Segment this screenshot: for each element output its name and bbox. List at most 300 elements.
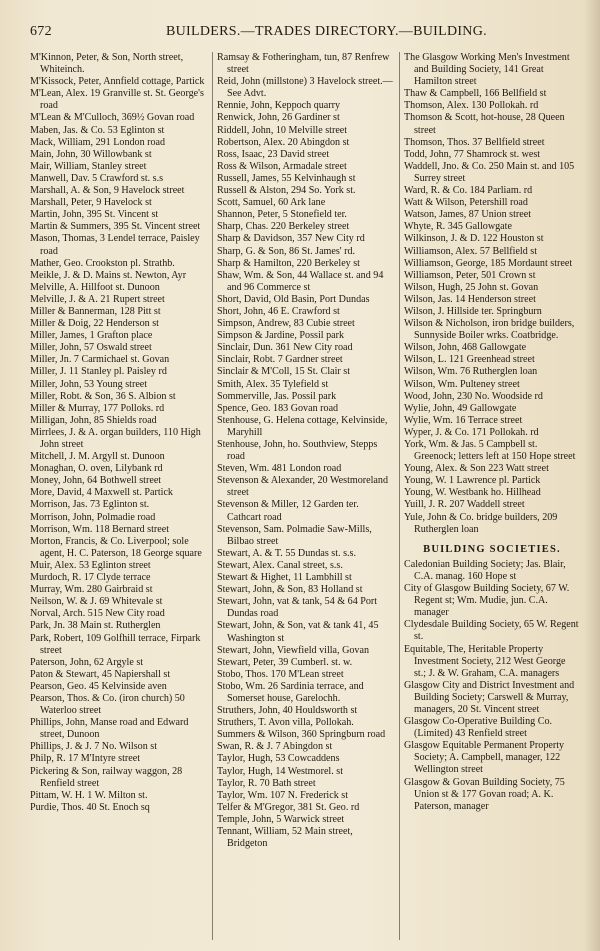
entry-text: Rennie, John, Keppoch quarry [217,100,341,112]
page-header [30,24,578,44]
directory-entry [404,209,580,221]
entry-text: Yule, John & Co. bridge builders, 209 Rutherglen loan [404,511,558,535]
directory-entry [30,88,208,112]
entry-text: Stevenson, Sam. Polmadie Saw-Mills, Bilbao street [217,523,372,547]
directory-entry [217,185,395,197]
entry-text: Stevenson & Miller, 12 Garden ter. Cathcart road [217,499,359,523]
directory-entry [30,633,208,657]
column-1 [30,52,208,940]
entry-text: Sinclair & M'Coll, 15 St. Clair st [217,366,351,378]
directory-entry [217,294,395,306]
directory-entry [30,318,208,330]
directory-entry [217,584,395,596]
directory-entry [404,233,580,245]
entry-text: Phillips, John, Manse road and Edward street, Dunoon [30,717,189,741]
directory-entry [217,572,395,584]
directory-entry [217,681,395,705]
directory-entry [30,112,208,124]
entry-text: Whyte, R. 345 Gallowgate [404,221,512,233]
directory-entry [404,463,580,475]
directory-entry [217,753,395,765]
directory-entry [217,233,395,245]
directory-entry [30,258,208,270]
directory-entry [30,427,208,451]
directory-entry [30,391,208,403]
column-3 [404,52,580,940]
directory-entry [30,161,208,173]
directory-entry [30,657,208,669]
directory-entry [30,524,208,536]
entry-text: Melville, A. Hillfoot st. Dunoon [30,281,160,293]
directory-entry [217,548,395,560]
directory-entry [404,559,580,583]
entry-text: Tennant, William, 52 Main street, Bridgeton [217,826,353,850]
entry-text: Struthers, John, 40 Houldsworth st [217,705,358,717]
entry-text: Sommerville, Jas. Possil park [217,390,337,402]
directory-entry [217,524,395,548]
directory-entry [217,705,395,717]
directory-entry [404,306,580,318]
directory-entry [30,451,208,463]
entry-text: Pearson, Geo. 45 Kelvinside aven [30,680,167,692]
entry-text: Wilson, Wm. Pulteney street [404,378,520,390]
entry-text: Shannon, Peter, 5 Stonefield ter. [217,209,347,221]
entry-text: Purdie, Thos. 40 St. Enoch sq [30,801,150,813]
entry-text: Equitable, The, Heritable Property Investment Society, 212 West George st.; J. & W. Graham, C.A. managers [404,643,566,679]
entry-text: Young, W. 1 Lawrence pl. Partick [404,475,541,487]
directory-entry [217,258,395,270]
entry-text: Miller, Jn. 7 Carmichael st. Govan [30,354,170,366]
entry-text: Murray, Wm. 280 Gairbraid st [30,584,153,596]
entry-text: Thomson, Alex. 130 Pollokah. rd [404,100,539,112]
entry-text: Wilson, Wm. 76 Rutherglen loan [404,366,538,378]
section-title-building-societies: BUILDING SOCIETIES. [423,543,561,555]
entry-text: Stevenson & Alexander, 20 Westmoreland street [217,475,388,499]
entry-text: Norval, Arch. 515 New City road [30,608,165,620]
directory-entry [217,439,395,463]
directory-entry [404,258,580,270]
entry-text: Wylie, Wm. 16 Terrace street [404,414,523,426]
directory-entry [217,778,395,790]
entry-text: Wilson, Jas. 14 Henderson street [404,293,536,305]
directory-entry [404,342,580,354]
entry-text: Milligan, John, 85 Shields road [30,414,157,426]
directory-entry [217,125,395,137]
column-2 [217,52,395,940]
directory-entry [404,680,580,716]
directory-entry [404,149,580,161]
entry-text: Wilson, L. 121 Greenhead street [404,354,535,366]
entry-text: Ramsay & Fotheringham, tun, 87 Renfrew street [217,52,390,76]
entry-text: Stewart, A. & T. 55 Dundas st. s.s. [217,547,356,559]
entry-text: Philp, R. 17 M'Intyre street [30,753,141,765]
directory-entry [217,741,395,753]
directory-entry [217,717,395,729]
entry-text: Morrison, Jas. 73 Eglinton st. [30,499,150,511]
directory-entry [30,596,208,608]
entry-text: City of Glasgow Building Society, 67 W. Regent st; Wm. Mudie, jun. C.A. manager [404,583,570,619]
directory-entry [404,354,580,366]
entry-text: Neilson, W. & J. 69 Whitevale st [30,596,163,608]
directory-entry [30,766,208,790]
entry-text: Monaghan, O. oven, Lilybank rd [30,463,163,475]
directory-entry [404,379,580,391]
directory-entry [217,790,395,802]
entry-text: Mather, Geo. Crookston pl. Strathb. [30,257,175,269]
entry-text: Young, W. Westbank ho. Hillhead [404,487,541,499]
entry-text: Williamson, Peter, 501 Crown st [404,269,536,281]
directory-entry [404,475,580,487]
entry-text: Marshall, Peter, 9 Havelock st [30,197,152,209]
directory-entry [30,173,208,185]
entry-text: Martin, John, 395 St. Vincent st [30,209,159,221]
directory-entry [30,608,208,620]
entry-text: Miller, John, 57 Oswald street [30,342,152,354]
entry-text: Taylor, Wm. 107 N. Frederick st [217,789,349,801]
entry-text: Telfer & M'Gregor, 381 St. Geo. rd [217,801,360,813]
directory-entry [217,366,395,378]
entry-text: Mitchell, J. M. Argyll st. Dunoon [30,451,165,463]
directory-entry [30,282,208,294]
entry-text: Mack, William, 291 London road [30,136,166,148]
directory-entry [217,499,395,523]
directory-entry [30,294,208,306]
directory-entry [30,270,208,282]
directory-entry [217,161,395,173]
directory-entry [217,306,395,318]
directory-entry [404,221,580,233]
directory-entry [217,620,395,644]
entry-text: Taylor, Hugh, 14 Westmorel. st [217,765,344,777]
directory-entry [30,149,208,161]
column-divider [399,52,400,940]
entry-text: Pearson, Thos. & Co. (iron church) 50 Waterloo street [30,692,185,717]
directory-entry [404,619,580,643]
entry-text: Morton, Francis, & Co. Liverpool; sole agent, H. C. Paterson, 18 George square [30,535,202,559]
entry-text: Taylor, R. 70 Bath street [217,777,316,789]
directory-entry [30,584,208,596]
entry-text: Young, Alex. & Son 223 Watt street [404,463,549,475]
directory-entry [30,753,208,765]
entry-text: Short, David, Old Basin, Port Dundas [217,293,370,305]
directory-entry [217,475,395,499]
entry-text: Ross & Wilson, Armadale street [217,160,347,172]
entry-text: Steven, Wm. 481 London road [217,463,342,475]
entry-text: M'Kissock, Peter, Annfield cottage, Partick [30,76,205,88]
entry-text: Miller & Bannerman, 128 Pitt st [30,305,161,317]
directory-entry [30,475,208,487]
entry-text: Robertson, Alex. 20 Abingdon st [217,136,350,148]
entry-text: Manwell, Dav. 5 Crawford st. s.s [30,172,164,184]
entry-text: Stewart, Alex. Canal street, s.s. [217,559,343,571]
entry-text: Smith, Alex. 35 Tylefield st [217,378,329,390]
directory-entry [217,52,395,76]
entry-text: Watson, James, 87 Union street [404,209,532,221]
directory-entry [404,499,580,511]
entry-text: M'Kinnon, Peter, & Son, North street, Whiteinch. [30,52,184,76]
directory-entry [404,88,580,100]
directory-entry [30,693,208,717]
entry-text: Sinclair, Dun. 361 New City road [217,342,353,354]
entry-text: More, David, 4 Maxwell st. Partick [30,487,173,499]
entry-text: Muir, Alex. 53 Eglinton street [30,559,151,571]
directory-entry [404,391,580,403]
directory-entry [404,318,580,342]
entry-text: Mirrlees, J. & A. organ builders, 110 High John street [30,426,201,450]
directory-entry [404,583,580,619]
column-divider [212,52,213,940]
entry-text: M'Lean & M'Culloch, 369½ Govan road [30,112,195,124]
directory-entry [30,221,208,233]
directory-entry [30,185,208,197]
entry-text: Phillips, J. & J. 7 No. Wilson st [30,741,158,753]
directory-entry [217,330,395,342]
directory-entry [30,669,208,681]
entry-text: Todd, John, 77 Shamrock st. west [404,148,541,160]
entry-text: Clydesdale Building Society, 65 W. Regent st. [404,619,579,643]
entry-text: Money, John, 64 Bothwell street [30,475,162,487]
entry-text: Shaw, Wm. & Son, 44 Wallace st. and 94 and 96 Commerce st [217,269,384,293]
entry-text: Struthers, T. Avon villa, Pollokah. [217,717,354,729]
entry-text: Stenhouse, G. Helena cottage, Kelvinside, Maryhill [217,414,388,438]
entry-text: Pickering & Son, railway waggon, 28 Renfield street [30,765,183,789]
directory-entry [404,197,580,209]
entry-text: Caledonian Building Society; Jas. Blair, C.A. manag. 160 Hope st [404,558,566,582]
directory-entry [217,596,395,620]
entry-text: Yuill, J. R. 207 Waddell street [404,499,525,511]
directory-entry [30,487,208,499]
directory-entry [30,572,208,584]
entry-text: Stewart, John, & Son, vat & tank 41, 45 Washington st [217,620,379,644]
directory-entry [217,669,395,681]
entry-text: Glasgow & Govan Building Society, 75 Union st & 177 Govan road; A. K. Paterson, manager [404,776,565,812]
entry-text: Glasgow Co-Operative Building Co. (Limited) 43 Renfield street [404,716,553,740]
directory-entry [404,294,580,306]
entry-text: Miller & Murray, 177 Polloks. rd [30,402,165,414]
directory-entry [30,681,208,693]
directory-entry [217,415,395,439]
directory-entry [404,282,580,294]
entry-text: Thomson, Thos. 37 Bellfield street [404,136,545,148]
directory-entry [30,741,208,753]
entry-text: Wilkinson, J. & D. 122 Houston st [404,233,544,245]
entry-text: Swan, R. & J. 7 Abingdon st [217,741,333,753]
entry-text: Simpson, Andrew, 83 Cubie street [217,318,355,330]
entry-text: Scott, Samuel, 60 Ark lane [217,197,326,209]
entry-text: Park, Robert, 109 Golfhill terrace, Firpark street [30,632,201,656]
directory-entry [404,439,580,463]
directory-entry [217,391,395,403]
directory-entry [30,717,208,741]
entry-text: Thaw & Campbell, 166 Bellfield st [404,88,547,100]
entry-text: Sharp, Chas. 220 Berkeley street [217,221,350,233]
entry-text: Short, John, 46 E. Crawford st [217,305,340,317]
directory-entry [217,802,395,814]
entry-text: Miller & Doig, 22 Henderson st [30,318,159,330]
directory-entry [217,112,395,124]
directory-entry [217,173,395,185]
directory-entry [217,270,395,294]
directory-entry [217,379,395,391]
directory-entry [404,403,580,415]
entry-text: Melville, J. & A. 21 Rupert street [30,293,165,305]
directory-entry [404,112,580,136]
directory-entry [217,221,395,233]
entry-text: Watt & Wilson, Petershill road [404,197,528,209]
entry-text: Thomson & Scott, hot-house, 28 Queen street [404,112,565,136]
entry-text: The Glasgow Working Men's Investment and Building Society, 141 Great Hamilton street [404,52,570,88]
entry-text: Taylor, Hugh, 53 Cowcaddens [217,753,340,765]
entry-text: Stewart, John, Viewfield villa, Govan [217,644,369,656]
directory-entry [217,137,395,149]
directory-entry [217,657,395,669]
directory-entry [217,342,395,354]
directory-entry [30,379,208,391]
entry-text: Meikle, J. & D. Mains st. Newton, Ayr [30,269,187,281]
entry-text: Summers & Wilson, 360 Springburn road [217,729,386,741]
entry-text: M'Lean, Alex. 19 Granville st. St. George's road [30,88,204,112]
directory-entry [30,366,208,378]
entry-text: Stewart, John, vat & tank, 54 & 64 Port Dundas road [217,596,378,620]
entry-text: Russell, James, 55 Kelvinhaugh st [217,172,356,184]
directory-entry [30,197,208,209]
entry-text: Reid, John (millstone) 3 Havelock street.—See Advt. [217,76,393,100]
entry-text: Paton & Stewart, 45 Napiershall st [30,668,171,680]
entry-text: Park, Jn. 38 Main st. Rutherglen [30,620,161,632]
entry-text: Russell & Alston, 294 So. York st. [217,185,356,197]
directory-entry [217,318,395,330]
directory-entry [404,740,580,776]
directory-entry [404,716,580,740]
entry-text: York, Wm. & Jas. 5 Campbell st. Greenock; letters left at 150 Hope street [404,439,576,463]
entry-text: Wilson, J. Hillside ter. Springburn [404,305,542,317]
directory-entry [30,233,208,257]
directory-entry [217,729,395,741]
directory-entry [217,766,395,778]
entry-text: Simpson & Jardine, Possil park [217,330,345,342]
directory-entry [217,814,395,826]
directory-entry [217,149,395,161]
directory-entry [217,403,395,415]
entry-text: Maben, Jas. & Co. 53 Eglinton st [30,124,165,136]
entry-text: Williamson, George, 185 Mordaunt street [404,257,573,269]
entry-text: Morrison, Wm. 118 Bernard street [30,523,170,535]
entry-text: Sinclair, Robt. 7 Gardner street [217,354,343,366]
directory-entry [217,100,395,112]
entry-text: Paterson, John, 62 Argyle st [30,656,144,668]
entry-text: Martin & Summers, 395 St. Vincent street [30,221,201,233]
directory-entry [404,777,580,813]
entry-text: Main, John, 30 Willowbank st [30,148,152,160]
running-title: BUILDERS.—TRADES DIRECTORY.—BUILDING. [166,24,487,39]
directory-entry [30,790,208,802]
entry-text: Wylie, John, 49 Gallowgate [404,402,517,414]
directory-entry [30,209,208,221]
entry-text: Stewart, Peter, 39 Cumberl. st. w. [217,656,353,668]
entry-text: Pittam, W. H. 1 W. Milton st. [30,789,148,801]
directory-entry [30,52,208,76]
entry-text: Wilson, John, 468 Gallowgate [404,342,527,354]
directory-entry [404,270,580,282]
entry-text: Wyper, J. & Co. 171 Pollokah. rd [404,426,539,438]
directory-entry [404,415,580,427]
entry-text: Glasgow City and District Investment and Building Society; Carswell & Murray, managers, 20 St. Vincent street [404,679,575,715]
directory-entry [30,512,208,524]
directory-entry [30,403,208,415]
directory-entry [30,354,208,366]
directory-entry [217,826,395,850]
entry-text: Sharp & Hamilton, 220 Berkeley st [217,257,360,269]
directory-entry [217,645,395,657]
directory-entry [217,246,395,258]
entry-text: Marshall, A. & Son, 9 Havelock street [30,185,185,197]
directory-entry [217,560,395,572]
entry-text: Wilson, Hugh, 25 John st. Govan [404,281,539,293]
entry-text: Stewart, John, & Son, 83 Holland st [217,584,363,596]
entry-text: Sharp & Davidson, 357 New City rd [217,233,365,245]
directory-entry [404,246,580,258]
entry-text: Miller, James, 1 Grafton place [30,330,153,342]
directory-entry [217,76,395,100]
directory-entry [30,342,208,354]
directory-entry [404,644,580,680]
directory-entry [217,197,395,209]
entry-text: Ross, Isaac, 23 David street [217,148,330,160]
entry-text: Wilson & Nicholson, iron bridge builders, Sunnyside Boiler wrks. Coatbridge. [404,318,575,342]
entry-text: Miller, Robt. & Son, 36 S. Albion st [30,390,176,402]
directory-entry [404,427,580,439]
directory-entry [217,463,395,475]
entry-text: Miller, John, 53 Young street [30,378,148,390]
entry-text: Stobo, Wm. 26 Sardinia terrace, and Somerset house, Garelochh. [217,680,364,704]
entry-text: Sharp, G. & Son, 86 St. James' rd. [217,245,356,257]
entry-text: Stobo, Thos. 170 M'Lean street [217,668,344,680]
directory-entry [404,161,580,185]
directory-entry [30,463,208,475]
entry-text: Ward, R. & Co. 184 Parliam. rd [404,185,533,197]
entry-text: Riddell, John, 10 Melville street [217,124,348,136]
directory-entry [30,560,208,572]
entry-text: Temple, John, 5 Warwick street [217,813,345,825]
directory-entry [30,306,208,318]
entry-text: Morrison, John, Polmadie road [30,511,156,523]
directory-columns [30,52,582,940]
entry-text: Miller, J. 11 Stanley pl. Paisley rd [30,366,167,378]
directory-entry [30,125,208,137]
entry-text: Mair, William, Stanley street [30,160,147,172]
directory-entry [404,487,580,499]
entry-text: Renwick, John, 26 Gardiner st [217,112,340,124]
entry-text: Williamson, Alex. 57 Bellfield st [404,245,538,257]
entry-text: Spence, Geo. 183 Govan road [217,402,339,414]
page-number: 672 [30,24,52,39]
entry-text: Stenhouse, John, ho. Southview, Stepps road [217,439,378,463]
directory-entry [404,512,580,536]
directory-entry [404,137,580,149]
entry-text: Waddell, Jno. & Co. 250 Main st. and 105 Surrey street [404,160,575,184]
page-edge-shadow [584,0,600,951]
directory-entry [217,209,395,221]
directory-entry [30,137,208,149]
directory-entry [30,499,208,511]
directory-entry [30,330,208,342]
directory-entry [30,76,208,88]
entry-text: Murdoch, R. 17 Clyde terrace [30,572,151,584]
directory-entry [404,185,580,197]
entry-text: Glasgow Equitable Permanent Property Society; A. Campbell, manager, 122 Wellington street [404,740,565,776]
directory-entry [30,620,208,632]
entry-text: Stewart & Highet, 11 Lambhill st [217,572,352,584]
